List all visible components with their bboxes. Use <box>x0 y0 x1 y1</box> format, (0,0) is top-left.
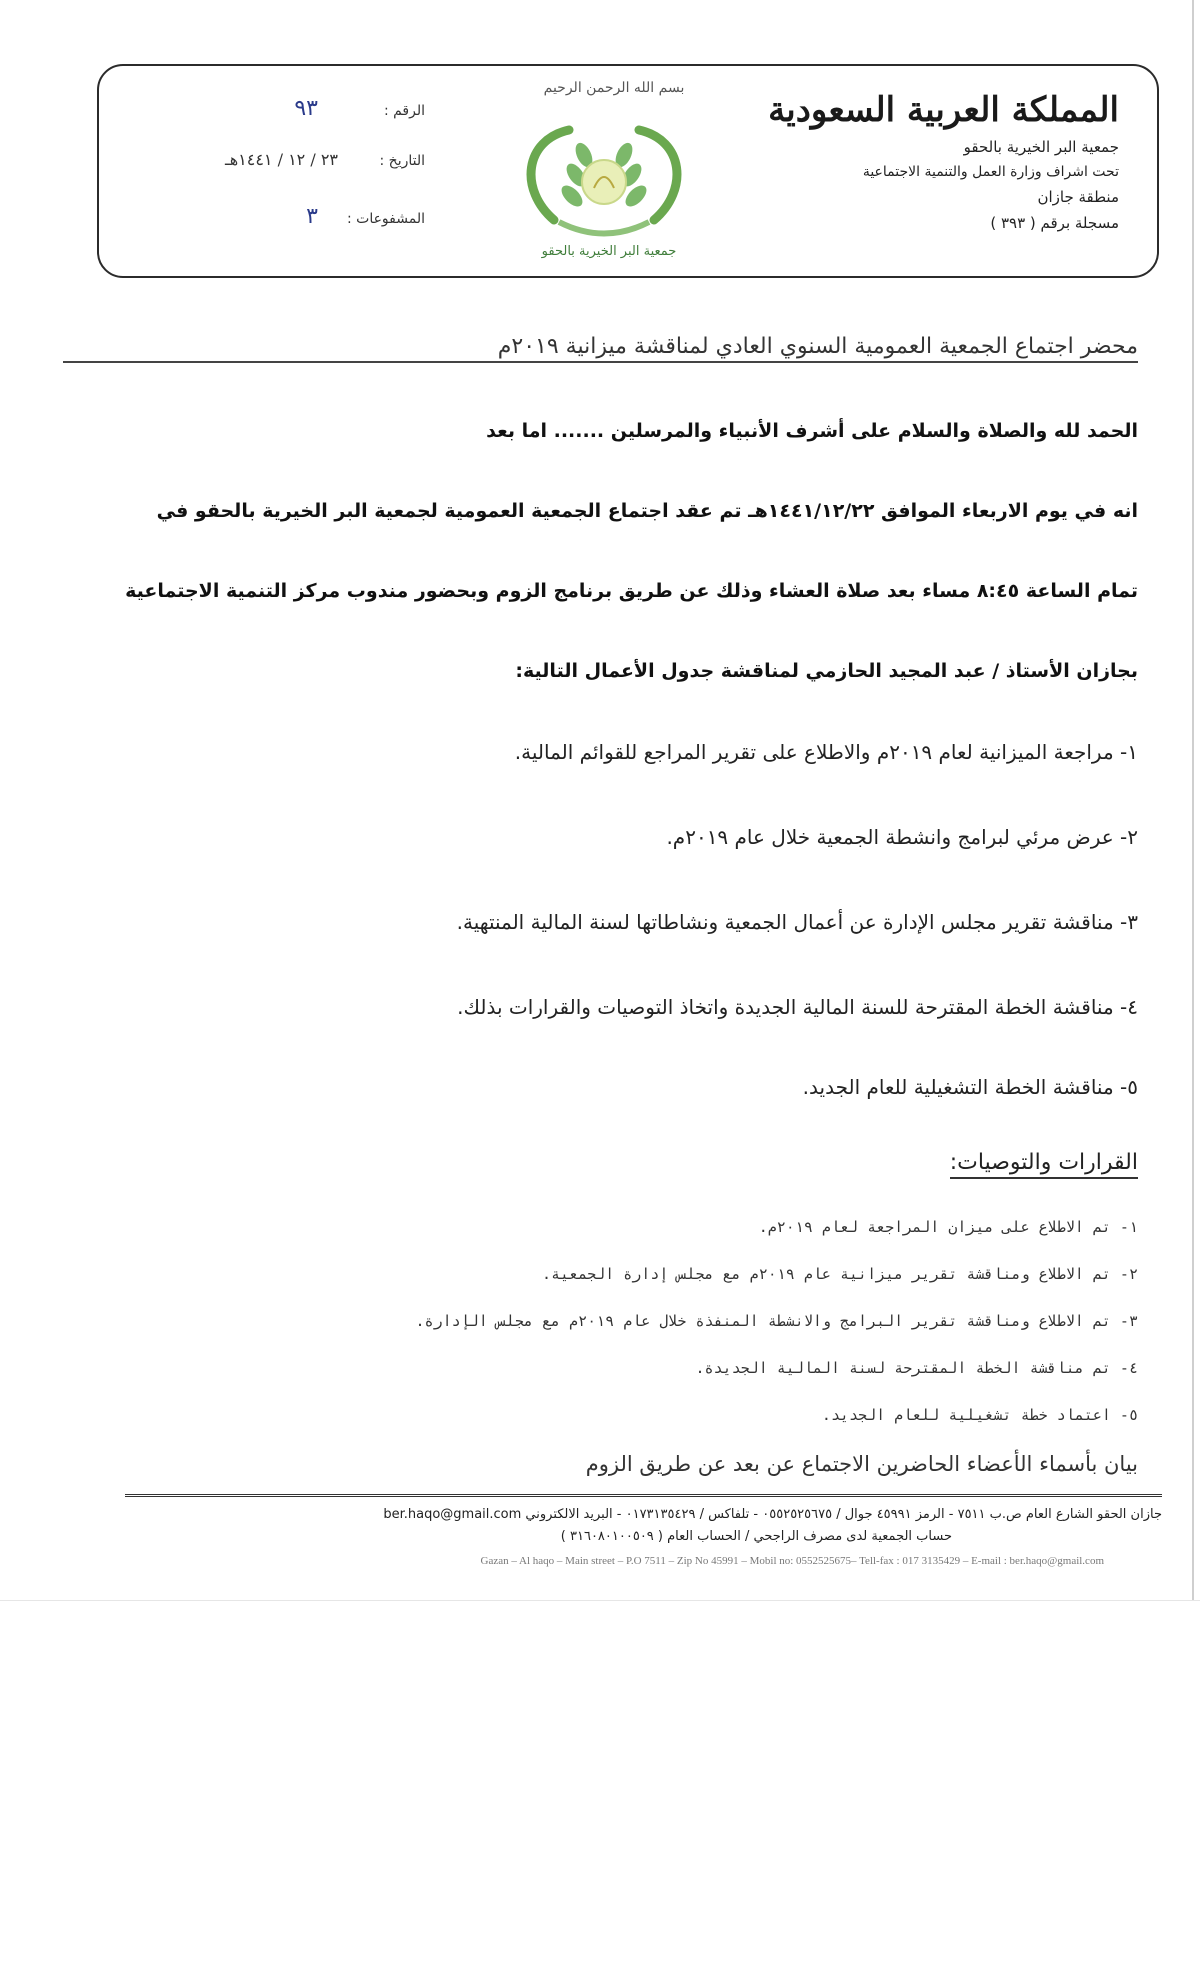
document-title: محضر اجتماع الجمعية العمومية السنوي العادي لمناقشة ميزانية ٢٠١٩م <box>63 334 1138 363</box>
agenda-item: ١- مراجعة الميزانية لعام ٢٠١٩م والاطلاع على تقرير المراجع للقوائم المالية. <box>514 740 1138 764</box>
meeting-attendee-paragraph: بجازان الأستاذ / عبد المجيد الحازمي لمناقشة جدول الأعمال التالية: <box>515 660 1138 682</box>
meeting-date-paragraph: انه في يوم الاربعاء الموافق ١٤٤١/١٢/٢٢هـ تم عقد اجتماع الجمعية العمومية لجمعية البر الخيرية بالحقو في <box>156 500 1138 522</box>
letterhead-logo-block <box>459 74 759 274</box>
number-label: الرقم : <box>383 103 425 119</box>
number-value: ٩٣ <box>294 96 318 121</box>
supervision-line: تحت اشراف وزارة العمل والتنمية الاجتماعية <box>862 164 1119 180</box>
reference-date-row <box>225 150 425 204</box>
agenda-item: ٣- مناقشة تقرير مجلس الإدارة عن أعمال الجمعية ونشاطاتها لسنة المالية المنتهية. <box>456 910 1138 934</box>
registration-line: مسجلة برقم ( ٣٩٣ ) <box>990 214 1119 232</box>
letterhead <box>97 64 1159 278</box>
reference-number-row <box>225 96 425 150</box>
decision-item: ٢- تم الاطلاع ومناقشة تقرير ميزانية عام ٢٠١٩م مع مجلس إدارة الجمعية. <box>541 1265 1138 1283</box>
footer-english-address-line: Gazan – Al haqo – Main street – P.O 7511 – Zip No 45991 – Mobil no: 0552525675– Tell-fax : 017 3135429 – E-mail : ber.haqo@gmail.com <box>480 1555 1104 1567</box>
opening-paragraph: الحمد لله والصلاة والسلام على أشرف الأنبياء والمرسلين ....... اما بعد <box>486 420 1138 442</box>
basmala: بسم الله الرحمن الرحيم <box>543 80 685 96</box>
meeting-time-paragraph: تمام الساعة ٨:٤٥ مساء بعد صلاة العشاء وذلك عن طريق برنامج الزوم وبحضور مندوب مركز التنمية الاجتماعية <box>125 580 1138 602</box>
decision-item: ٤- تم مناقشة الخطة المقترحة لسنة المالية الجديدة. <box>695 1359 1138 1377</box>
letterhead-org-block <box>759 90 1119 232</box>
agenda-item: ٢- عرض مرئي لبرامج وانشطة الجمعية خلال عام ٢٠١٩م. <box>666 825 1138 849</box>
page-boundary <box>0 1600 1200 1601</box>
decision-item: ٣- تم الاطلاع ومناقشة تقرير البرامج والانشطة المنفذة خلال عام ٢٠١٩م مع مجلس الإدارة. <box>415 1312 1138 1330</box>
association-logo-icon <box>514 110 694 240</box>
attachments-value: ٣ <box>306 204 318 229</box>
region-line: منطقة جازان <box>1037 188 1119 206</box>
footer-address-line: جازان الحقو الشارع العام ص.ب ٧٥١١ - الرمز ٤٥٩٩١ جوال / ٠٥٥٢٥٢٥٦٧٥ - تلفاكس / ٠١٧٣١٣٥٤٢٩ - البريد الالكتروني ber.haqo@gmail.com <box>383 1507 1162 1522</box>
decisions-heading: القرارات والتوصيات: <box>950 1150 1138 1179</box>
logo-caption: جمعية البر الخيرية بالحقو <box>541 244 677 259</box>
kingdom-name: المملكة العربية السعودية <box>768 90 1119 130</box>
reference-attachments-row <box>225 204 425 258</box>
date-value: ٢٣ / ١٢ / ١٤٤١هـ <box>225 150 338 169</box>
date-label: التاريخ : <box>379 153 425 169</box>
letterhead-footer <box>125 1494 1162 1578</box>
agenda-item: ٤- مناقشة الخطة المقترحة للسنة المالية الجديدة واتخاذ التوصيات والقرارات بذلك. <box>457 995 1138 1019</box>
attendees-heading: بيان بأسماء الأعضاء الحاضرين الاجتماع عن بعد عن طريق الزوم <box>585 1452 1138 1476</box>
association-name: جمعية البر الخيرية بالحقو <box>963 138 1119 156</box>
decision-item: ١- تم الاطلاع على ميزان المراجعة لعام ٢٠١٩م. <box>758 1218 1138 1236</box>
agenda-item: ٥- مناقشة الخطة التشغيلية للعام الجديد. <box>802 1075 1138 1099</box>
letterhead-reference-block <box>225 96 425 258</box>
page-edge <box>1192 0 1194 1600</box>
attachments-label: المشفوعات : <box>346 211 425 227</box>
footer-bank-line: حساب الجمعية لدى مصرف الراجحي / الحساب العام ( ٣١٦٠٨٠١٠٠٥٠٩ ) <box>560 1529 952 1544</box>
decision-item: ٥- اعتماد خطة تشغيلية للعام الجديد. <box>821 1406 1138 1424</box>
